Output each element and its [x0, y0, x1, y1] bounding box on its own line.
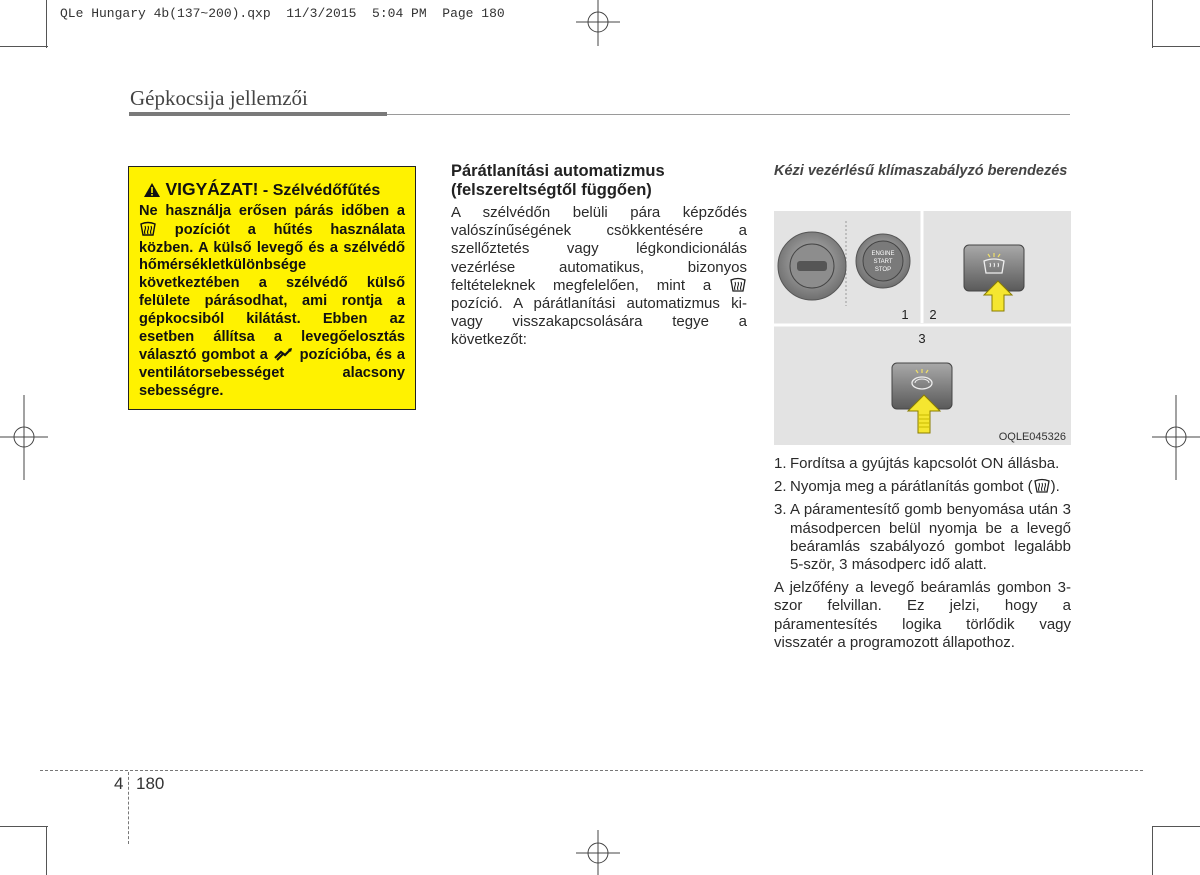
step-text: Fordítsa a gyújtás kapcsolót ON állásba.: [790, 455, 1060, 472]
auto-defog-heading: Párátlanítási automatizmus (felszereltségtől függően): [451, 162, 665, 199]
windshield-defrost-icon: [729, 277, 747, 293]
auto-defog-paragraph: [451, 204, 747, 350]
step-number: 3.: [774, 501, 787, 519]
start-label: START: [873, 259, 893, 265]
section-title: Gépkocsija jellemzői: [130, 86, 308, 110]
warning-text: [139, 203, 405, 401]
floor-defrost-mode-icon: [273, 346, 295, 362]
manual-climate-heading-wrap: [774, 162, 1070, 180]
engine-label: ENGINE: [871, 251, 895, 257]
step-number: 2.: [774, 478, 787, 496]
stop-label: STOP: [874, 267, 892, 273]
figure-code: OQLE045326: [998, 431, 1066, 443]
engine-start-stop-button: [856, 234, 910, 288]
footer-rule: [40, 770, 1143, 771]
warning-heading: [143, 179, 380, 200]
figure-illustration: [774, 211, 1071, 445]
warning-box: [128, 166, 416, 410]
warning-label: VIGYÁZAT!: [165, 179, 259, 199]
footer-divider: [128, 772, 129, 844]
title-rule-thin: [387, 114, 1070, 115]
list-item: [774, 478, 1071, 496]
warning-subject: - Szélvédőfűtés: [258, 182, 381, 199]
step-text: A páramentesítő gomb benyomása után 3 másodpercen belül nyomja be a levegő beáramlás szabályozó gombot legalább 5-ször, 3 másodperc idő alatt.: [790, 501, 1071, 574]
title-rule: [129, 112, 387, 116]
page-number: 180: [136, 774, 165, 793]
auto-defog-text-2: pozíció. A párátlanítási automatizmus ki- vagy visszakapcsolására tegye a következőt:: [451, 295, 747, 349]
note-paragraph: A jelzőfény a levegő beáramlás gombon 3-szor felvillan. Ez jelzi, hogy a páramentesítés logika törlődik vagy visszatér a programozott állapothoz.: [774, 579, 1071, 651]
callout-1: 1: [901, 307, 909, 322]
warning-text-2: pozíciót a hűtés használata közben. A külső levegő és a szélvédő hőmérsékletkülönbsége következtében a szélvédő külső felülete párásodhat, ami rontja a gépkocsiból kilátást. Ebben az esetben állítsa a levegőelosztás választó gombot a: [139, 221, 405, 364]
warning-triangle-icon: [143, 182, 161, 198]
defrost-button: [964, 245, 1024, 291]
print-slug: QLe Hungary 4b(137~200).qxp 11/3/2015 5:04 PM Page 180: [60, 6, 505, 21]
warning-text-3: pozícióba, és a ventilátorsebességet alacsony sebességre.: [139, 347, 406, 399]
step-text-end: ).: [1050, 478, 1060, 496]
auto-defog-text-1: A szélvédőn belüli pára képződés valószínűségének csökkentésére a szellőztetés vagy légkondicionálás vezérlése automatikus, bizonyos feltételeknek megfelelően, mint a: [451, 204, 747, 294]
windshield-defrost-icon: [139, 221, 157, 237]
manual-climate-heading: Kézi vezérlésű klímaszabályzó berendezés: [774, 163, 1068, 179]
list-item: [774, 455, 1071, 473]
callout-3: 3: [918, 331, 926, 346]
list-item: [774, 501, 1071, 574]
callout-2: 2: [929, 307, 937, 322]
climate-control-figure: [774, 211, 1071, 445]
step-number: 1.: [774, 455, 787, 472]
ignition-switch-graphic: [778, 232, 846, 300]
windshield-defrost-icon: [1033, 478, 1051, 494]
auto-defog-section: [451, 162, 747, 350]
step-text: Nyomja meg a párátlanítás gombot (: [790, 478, 1033, 496]
chapter-number: 4: [114, 774, 124, 793]
steps-list: [774, 455, 1071, 652]
warning-text-1: Ne használja erősen párás időben a: [139, 203, 405, 219]
